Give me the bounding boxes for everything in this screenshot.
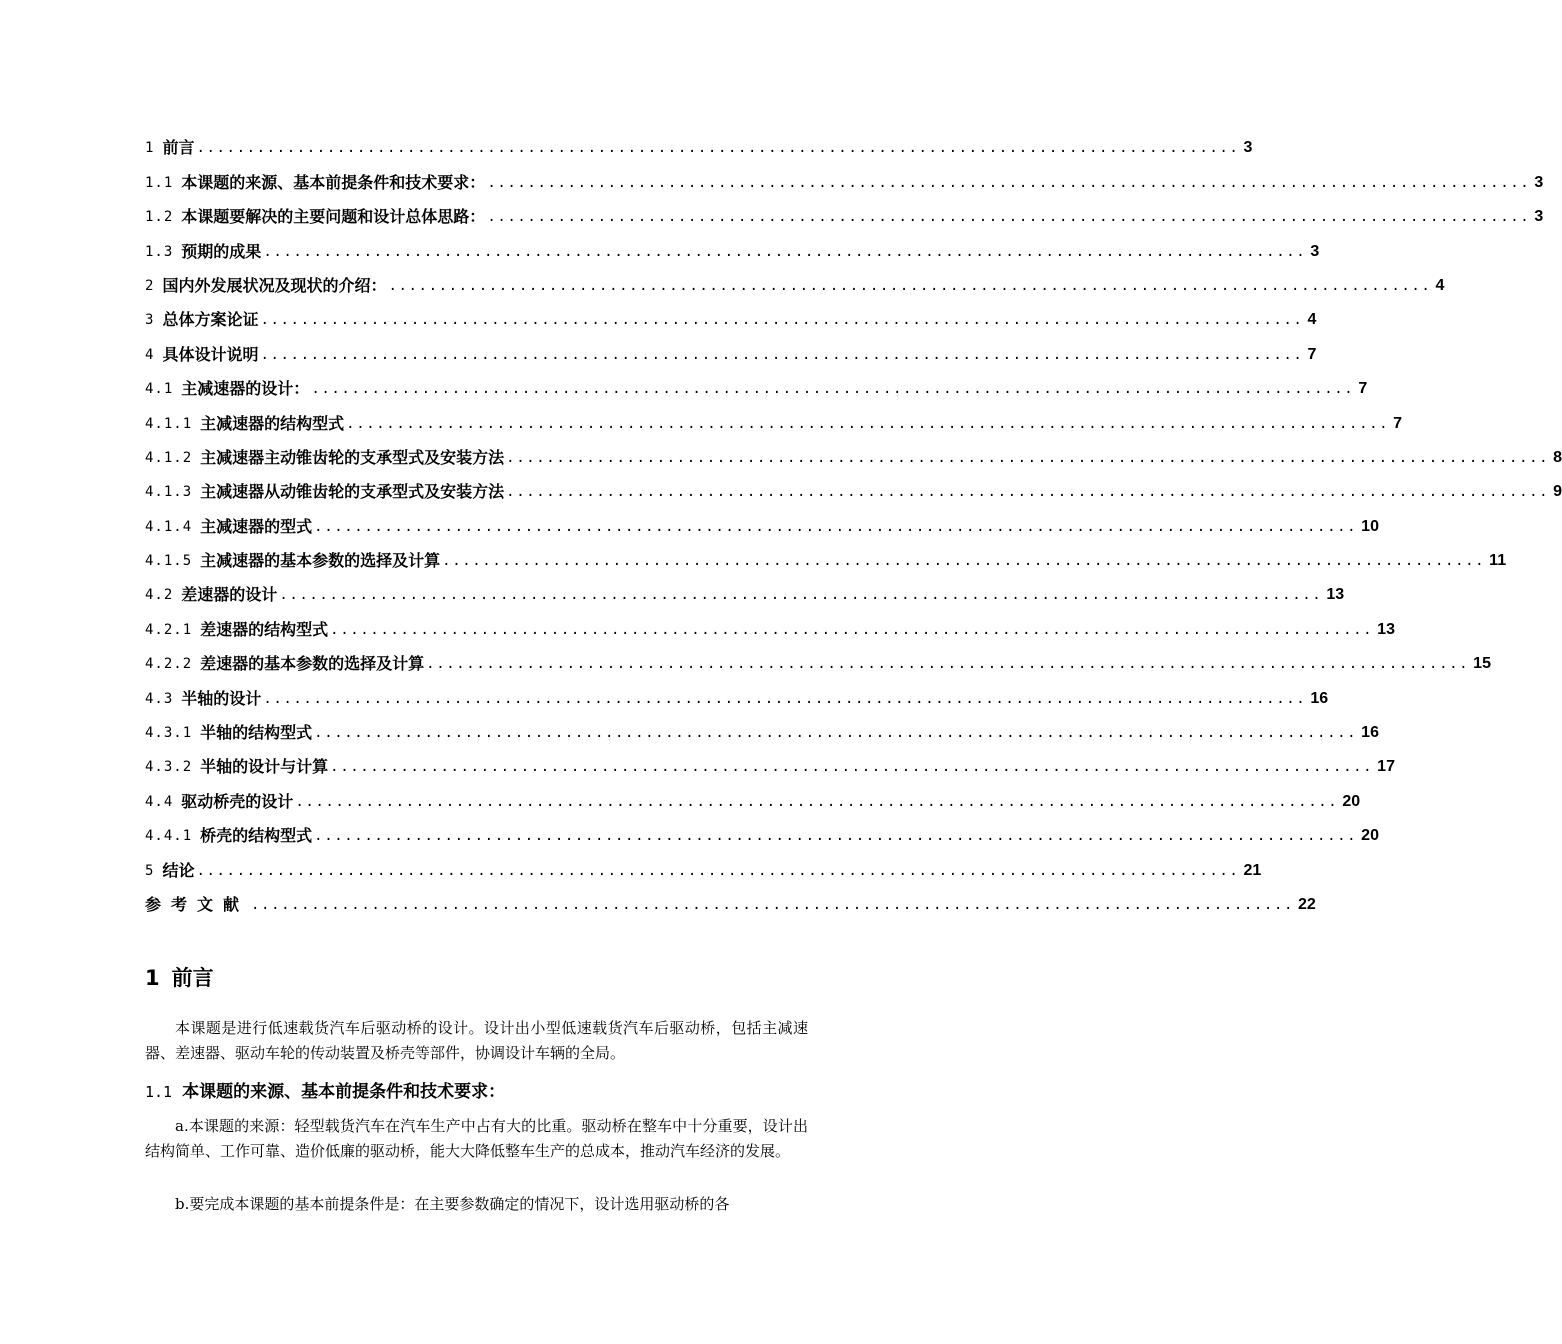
toc-entry-title: 参考文献	[145, 894, 250, 914]
section-number: 1.1	[145, 1083, 173, 1101]
toc-entry-page: 16	[1361, 724, 1379, 742]
toc-entry-2[interactable]	[145, 262, 1445, 296]
toc-entry-number: 1.1	[145, 174, 174, 191]
toc-entry-4-3-2[interactable]	[145, 743, 1395, 777]
toc-entry-4-4-1[interactable]	[145, 812, 1379, 846]
toc-entry-page: 11	[1489, 552, 1507, 570]
toc-entry-page: 8	[1553, 448, 1562, 466]
toc-dot-leader: ........................................................................................................	[196, 862, 1240, 879]
toc-entry-4-1-5[interactable]	[145, 537, 1507, 571]
toc-entry-1-1[interactable]	[145, 158, 1544, 192]
toc-entry-4-1-1[interactable]	[145, 399, 1403, 433]
toc-entry-page: 16	[1310, 689, 1329, 707]
toc-entry-4-1-2[interactable]	[145, 434, 1562, 468]
toc-entry-number: 4.1.1	[145, 415, 193, 432]
toc-entry-number: 4.2.1	[145, 621, 193, 638]
toc-entry-4-4[interactable]	[145, 777, 1361, 811]
toc-dot-leader: ........................................................................................................	[263, 243, 1307, 260]
section-heading-1	[145, 964, 214, 992]
toc-entry-title: 国内外发展状况及现状的介绍：	[162, 275, 387, 295]
toc-entry-number: 4.1.4	[145, 518, 193, 535]
toc-entry-3[interactable]	[145, 296, 1317, 330]
toc-dot-leader: ........................................................................................................	[260, 312, 1304, 329]
intro-paragraph: 本课题是进行低速载货汽车后驱动桥的设计。设计出小型低速载货汽车后驱动桥，包括主减速器、差速器、驱动车轮的传动装置及桥壳等部件，协调设计车辆的全局。	[145, 1019, 808, 1062]
toc-entry-number: 1.3	[145, 243, 174, 260]
toc-dot-leader: ........................................................................................................	[314, 725, 1358, 742]
toc-entry-number: 4	[145, 346, 155, 363]
toc-entry-number: 4.4.1	[145, 828, 193, 845]
toc-entry-page: 3	[1310, 242, 1320, 260]
toc-entry-number: 4.3	[145, 690, 174, 707]
toc-entry-page: 3	[1534, 208, 1544, 226]
toc-entry-number: 4.3.1	[145, 725, 193, 742]
toc-entry-page: 21	[1243, 861, 1262, 879]
section-heading-1-1	[145, 1080, 505, 1104]
toc-entry-page: 20	[1342, 792, 1361, 810]
section-title: 前言	[171, 966, 214, 990]
toc-entry-4-1-4[interactable]	[145, 502, 1379, 536]
toc-entry-page: 22	[1298, 895, 1316, 913]
toc-entry-5[interactable]	[145, 846, 1262, 880]
toc-entry-number: 4.1.2	[145, 449, 193, 466]
toc-entry-number: 1	[145, 140, 155, 157]
toc-entry-title: 结论	[162, 860, 195, 880]
toc-entry-title: 本课题的来源、基本前提条件和技术要求：	[181, 172, 486, 192]
toc-entry-page: 7	[1307, 345, 1317, 363]
toc-entry-4-2-1[interactable]	[145, 605, 1395, 639]
toc-entry-title: 前言	[162, 138, 195, 158]
toc-entry-page: 9	[1553, 483, 1562, 501]
toc-entry-page: 4	[1435, 276, 1445, 294]
toc-dot-leader: ........................................................................................................	[442, 553, 1486, 570]
toc-entry-number: 4.2	[145, 587, 174, 604]
toc-entry-title: 差速器的设计	[181, 585, 278, 605]
toc-entry-page: 13	[1377, 620, 1395, 638]
toc-entry-page: 3	[1243, 139, 1253, 157]
toc-entry-4-1-3[interactable]	[145, 468, 1562, 502]
toc-dot-leader: ........................................................................................................	[388, 277, 1432, 294]
paragraph-a: a.本课题的来源：轻型载货汽车在汽车生产中占有大的比重。驱动桥在整车中十分重要，设计出结构简单、工作可靠、造价低廉的驱动桥，能大大降低整车生产的总成本，推动汽车经济的发展。	[145, 1117, 808, 1160]
toc-dot-leader: ........................................................................................................	[279, 587, 1323, 604]
toc-entry-title: 总体方案论证	[162, 310, 259, 330]
toc-entry-page: 20	[1361, 827, 1379, 845]
toc-dot-leader: ........................................................................................................	[196, 140, 1240, 157]
toc-entry-page: 15	[1473, 655, 1491, 673]
toc-entry-page: 3	[1534, 173, 1544, 191]
toc-entry-title: 半轴的设计与计算	[200, 757, 329, 777]
toc-dot-leader: ........................................................................................................	[260, 346, 1304, 363]
toc-dot-leader: ........................................................................................................	[506, 484, 1550, 501]
toc-entry-title: 主减速器的设计：	[181, 379, 310, 399]
toc-entry-number: 2	[145, 277, 155, 294]
toc-dot-leader: ........................................................................................................	[314, 828, 1358, 845]
toc-dot-leader: ........................................................................................................	[263, 690, 1307, 707]
toc-entry-page: 10	[1361, 517, 1379, 535]
toc-entry-page: 4	[1307, 311, 1317, 329]
toc-entry-1[interactable]	[145, 124, 1253, 158]
toc-entry-1-3[interactable]	[145, 227, 1320, 261]
toc-entry-4-3-1[interactable]	[145, 709, 1379, 743]
toc-entry-4-2[interactable]	[145, 571, 1345, 605]
toc-entry-number: 4.1.3	[145, 484, 193, 501]
toc-dot-leader: ........................................................................................................	[330, 759, 1374, 776]
toc-entry-number: 4.3.2	[145, 759, 193, 776]
toc-entry-number: 4.4	[145, 793, 174, 810]
toc-entry-number: 4.1.5	[145, 553, 193, 570]
toc-entry-title: 预期的成果	[181, 241, 262, 261]
toc-dot-leader: ........................................................................................................	[330, 621, 1374, 638]
toc-entry-title: 主减速器的结构型式	[200, 413, 345, 433]
toc-dot-leader: ........................................................................................................	[426, 656, 1470, 673]
toc-entry-4[interactable]	[145, 330, 1317, 364]
toc-entry-number: 4.1	[145, 381, 174, 398]
toc-entry-title: 差速器的基本参数的选择及计算	[200, 654, 425, 674]
toc-dot-leader: ........................................................................................................	[314, 518, 1358, 535]
toc-entry-4-1[interactable]	[145, 365, 1368, 399]
toc-entry-title: 半轴的设计	[181, 688, 262, 708]
toc-dot-leader: ........................................................................................................	[487, 209, 1531, 226]
toc-entry-1-2[interactable]	[145, 193, 1544, 227]
toc-entry-title: 本课题要解决的主要问题和设计总体思路：	[181, 207, 486, 227]
toc-entry-title: 具体设计说明	[162, 344, 259, 364]
toc-entry-title: 差速器的结构型式	[200, 619, 329, 639]
toc-entry-title: 主减速器的基本参数的选择及计算	[200, 551, 441, 571]
toc-entry-page: 7	[1358, 380, 1368, 398]
toc-entry-number: 5	[145, 862, 155, 879]
toc-dot-leader: ........................................................................................................	[506, 449, 1550, 466]
toc-entry-title: 桥壳的结构型式	[200, 826, 313, 846]
toc-entry-title: 主减速器的型式	[200, 516, 313, 536]
toc-entry-title: 主减速器主动锥齿轮的支承型式及安装方法	[200, 447, 505, 467]
toc-entry-page: 13	[1326, 586, 1345, 604]
toc-entry-references[interactable]	[145, 881, 1316, 915]
toc-dot-leader: ........................................................................................................	[251, 896, 1295, 913]
toc-entry-page: 17	[1377, 758, 1395, 776]
toc-entry-page: 7	[1393, 414, 1403, 432]
toc-entry-title: 主减速器从动锥齿轮的支承型式及安装方法	[200, 482, 505, 502]
toc-dot-leader: ........................................................................................................	[487, 174, 1531, 191]
toc-entry-title: 驱动桥壳的设计	[181, 791, 294, 811]
toc-dot-leader: ........................................................................................................	[295, 793, 1339, 810]
toc-entry-4-2-2[interactable]	[145, 640, 1491, 674]
toc-dot-leader: ........................................................................................................	[311, 381, 1355, 398]
section-number: 1	[145, 966, 160, 990]
toc-entry-number: 1.2	[145, 209, 174, 226]
toc-entry-title: 半轴的结构型式	[200, 723, 313, 743]
table-of-contents	[145, 124, 1562, 915]
toc-entry-4-3[interactable]	[145, 674, 1329, 708]
toc-entry-number: 3	[145, 312, 155, 329]
paragraph-b: b.要完成本课题的基本前提条件是：在主要参数确定的情况下，设计选用驱动桥的各	[175, 1195, 730, 1213]
toc-dot-leader: ........................................................................................................	[346, 415, 1390, 432]
toc-entry-number: 4.2.2	[145, 656, 193, 673]
section-title: 本课题的来源、基本前提条件和技术要求：	[182, 1082, 506, 1102]
